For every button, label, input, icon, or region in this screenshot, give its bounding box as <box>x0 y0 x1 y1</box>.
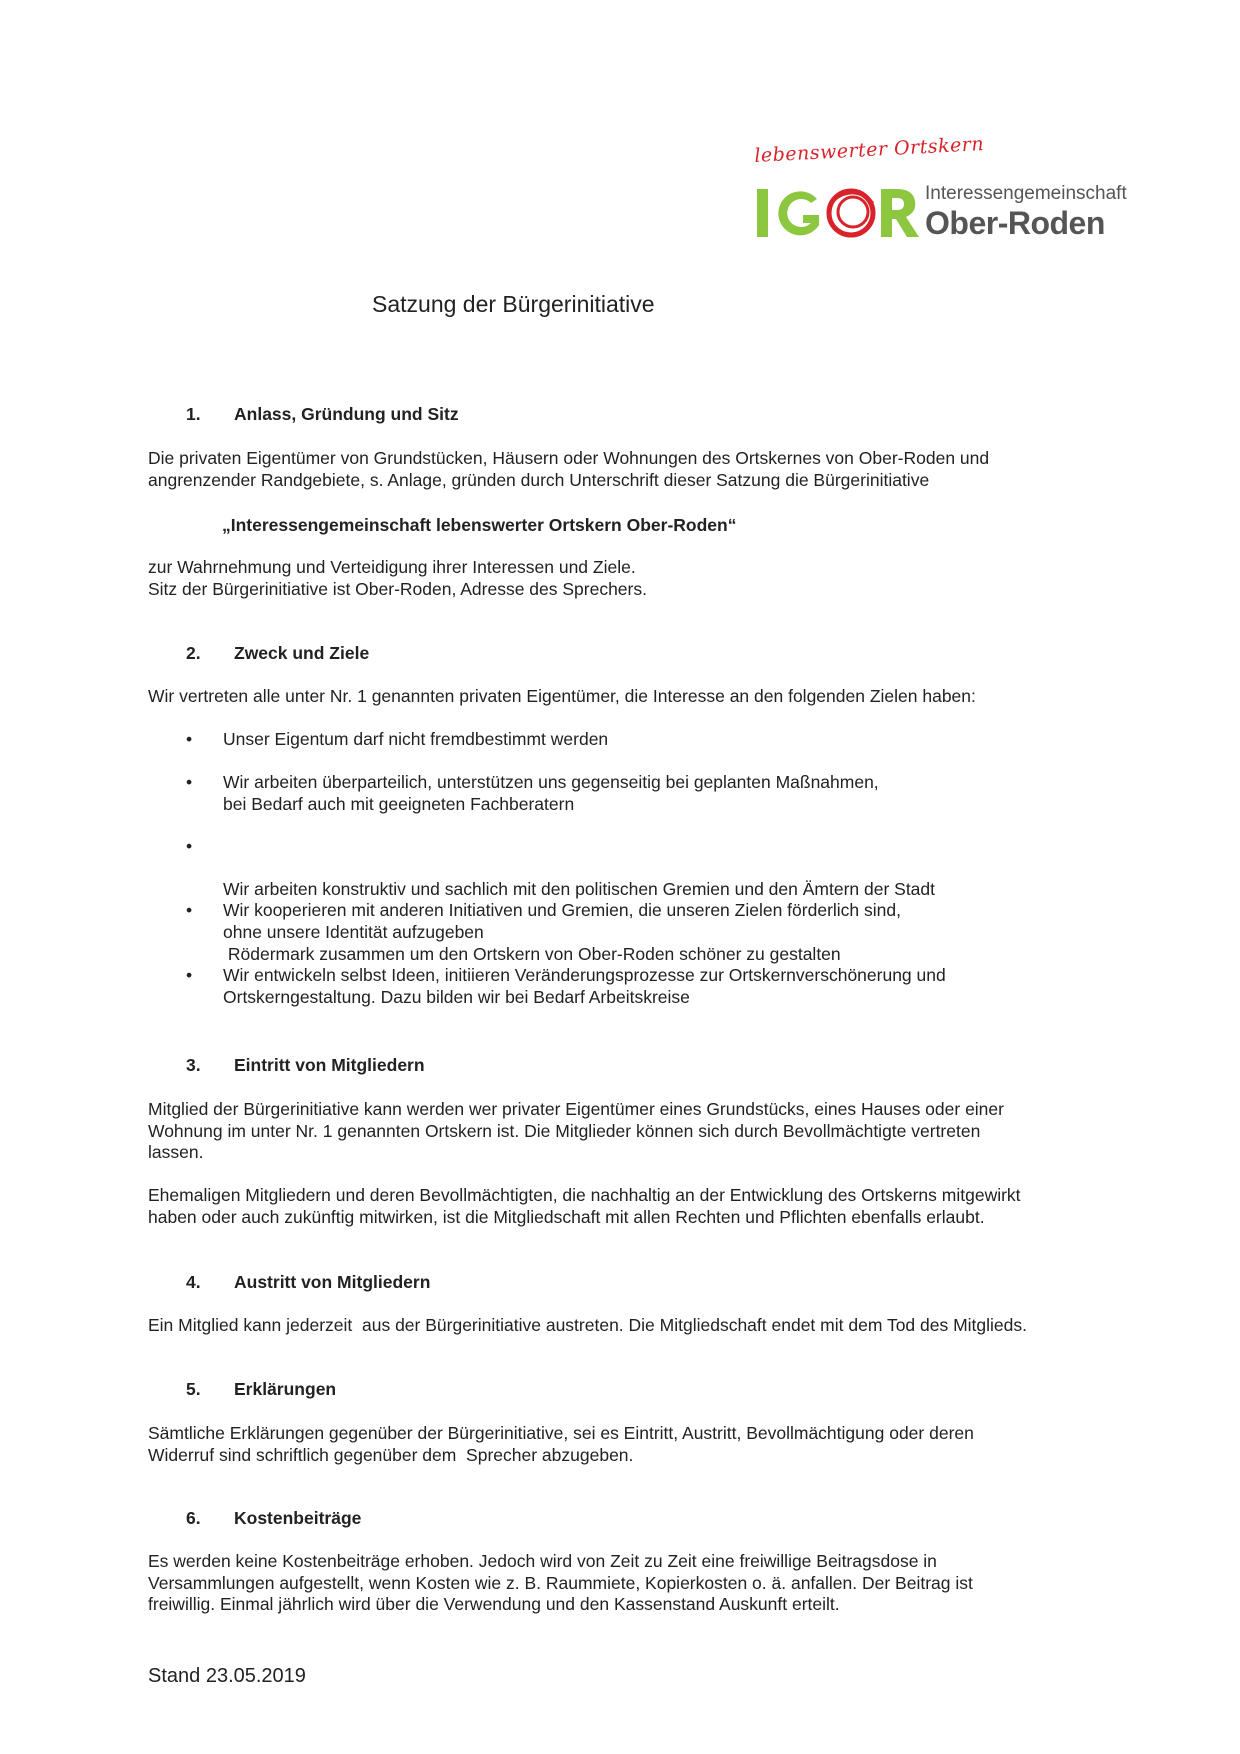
bullet-icon: • <box>186 836 193 856</box>
paragraph-line: zur Wahrnehmung und Verteidigung ihrer Interessen und Ziele. <box>148 557 636 577</box>
paragraph-line: lassen. <box>148 1142 204 1162</box>
section-title: Zweck und Ziele <box>234 643 370 663</box>
igor-logo <box>753 132 1127 245</box>
section-number: 4. <box>186 1272 201 1292</box>
paragraph-line: Mitglied der Bürgerinitiative kann werden wer privater Eigentümer eines Grundstücks, eines Hauses oder einer <box>148 1099 1004 1119</box>
section-title: Erklärungen <box>234 1379 337 1399</box>
section-paragraph <box>148 557 1098 600</box>
paragraph-line: freiwillig. Einmal jährlich wird über die Verwendung und den Kassenstand Auskunft erteilt. <box>148 1594 840 1614</box>
paragraph-line: Wir vertreten alle unter Nr. 1 genannten privaten Eigentümer, die Interesse an den folgenden Zielen haben: <box>148 686 976 706</box>
section-heading <box>186 404 459 425</box>
logo-tagline: lebenswerter Ortskern <box>753 132 985 167</box>
paragraph-line: Ehemaligen Mitgliedern und deren Bevollmächtigten, die nachhaltig an der Entwicklung des Ortskerns mitgewirkt <box>148 1185 1021 1205</box>
section-paragraph <box>148 686 1098 708</box>
list-item-line: Wir kooperieren mit anderen Initiativen und Gremien, die unseren Zielen förderlich sind, <box>223 900 901 920</box>
document-title: Satzung der Bürgerinitiative <box>372 291 655 317</box>
section-number: 3. <box>186 1055 201 1075</box>
logo-org-line1: Interessengemeinschaft <box>925 183 1127 204</box>
section-title: Anlass, Gründung und Sitz <box>234 404 459 424</box>
list-item-line: ohne unsere Identität aufzugeben <box>223 921 484 942</box>
paragraph-line: angrenzender Randgebiete, s. Anlage, gründen durch Unterschrift dieser Satzung die Bürgerinitiative <box>148 469 930 490</box>
paragraph-line: Wohnung im unter Nr. 1 genannten Ortskern ist. Die Mitglieder können sich durch Bevollmächtigte vertreten <box>148 1120 981 1141</box>
document-date: Stand 23.05.2019 <box>148 1665 306 1687</box>
section-paragraph <box>148 448 1098 491</box>
logo-mark <box>755 179 920 249</box>
bullet-icon: • <box>186 900 193 920</box>
paragraph-line: Es werden keine Kostenbeiträge erhoben. Jedoch wird von Zeit zu Zeit eine freiwillige Beitragsdose in <box>148 1551 937 1571</box>
bullet-icon: • <box>186 772 193 792</box>
list-item-line: bei Bedarf auch mit geeigneten Fachberatern <box>223 793 575 814</box>
section-heading <box>186 1055 425 1076</box>
section-heading <box>186 643 369 664</box>
section-heading <box>186 1272 430 1293</box>
list-item-line: Rödermark zusammen um den Ortskern von Ober-Roden schöner zu gestalten <box>223 943 841 964</box>
logo-org-line2: Ober-Roden <box>925 205 1105 241</box>
initiative-name: „Interessengemeinschaft lebenswerter Ortskern Ober-Roden“ <box>222 515 737 535</box>
list-item-line: Wir arbeiten konstruktiv und sachlich mit den politischen Gremien und den Ämtern der Stadt <box>223 879 936 899</box>
section-paragraph <box>148 1423 1098 1466</box>
section-number: 1. <box>186 404 201 424</box>
section-title: Austritt von Mitgliedern <box>234 1272 431 1292</box>
bullet-icon: • <box>186 965 193 985</box>
section-title: Kostenbeiträge <box>234 1508 362 1528</box>
section-paragraph <box>148 1551 1098 1616</box>
section-heading <box>186 1508 361 1529</box>
paragraph-line: haben oder auch zukünftig mitwirken, ist die Mitgliedschaft mit allen Rechten und Pflichten ebenfalls erlaubt. <box>148 1206 985 1227</box>
section-title: Eintritt von Mitgliedern <box>234 1055 425 1075</box>
section-paragraph <box>148 1099 1098 1164</box>
paragraph-line: Sämtliche Erklärungen gegenüber der Bürgerinitiative, sei es Eintritt, Austritt, Bevollmächtigung oder deren <box>148 1423 974 1443</box>
paragraph-line: Die privaten Eigentümer von Grundstücken, Häusern oder Wohnungen des Ortskernes von Ober-Roden und <box>148 448 990 468</box>
section-heading <box>186 1379 336 1400</box>
section-number: 6. <box>186 1508 201 1528</box>
list-item-line: Unser Eigentum darf nicht fremdbestimmt werden <box>223 729 609 749</box>
list-item-line: Wir arbeiten überparteilich, unterstützen uns gegenseitig bei geplanten Maßnahmen, <box>223 772 879 792</box>
paragraph-line: Ein Mitglied kann jederzeit aus der Bürgerinitiative austreten. Die Mitgliedschaft endet mit dem Tod des Mitglieds. <box>148 1315 1028 1335</box>
paragraph-line: Versammlungen aufgestellt, wenn Kosten wie z. B. Raummiete, Kopierkosten o. ä. anfallen. Der Beitrag ist <box>148 1572 973 1593</box>
section-number: 5. <box>186 1379 201 1399</box>
bullet-icon: • <box>186 729 193 749</box>
section-number: 2. <box>186 643 201 663</box>
list-item-line: Ortskerngestaltung. Dazu bilden wir bei Bedarf Arbeitskreise <box>223 986 690 1007</box>
list-item-line: Wir entwickeln selbst Ideen, initiieren Veränderungsprozesse zur Ortskernverschönerung und <box>223 965 946 985</box>
paragraph-line: Sitz der Bürgerinitiative ist Ober-Roden, Adresse des Sprechers. <box>148 578 647 599</box>
section-paragraph <box>148 1315 1148 1337</box>
section-paragraph <box>148 1185 1098 1228</box>
paragraph-line: Widerruf sind schriftlich gegenüber dem Sprecher abzugeben. <box>148 1444 634 1465</box>
